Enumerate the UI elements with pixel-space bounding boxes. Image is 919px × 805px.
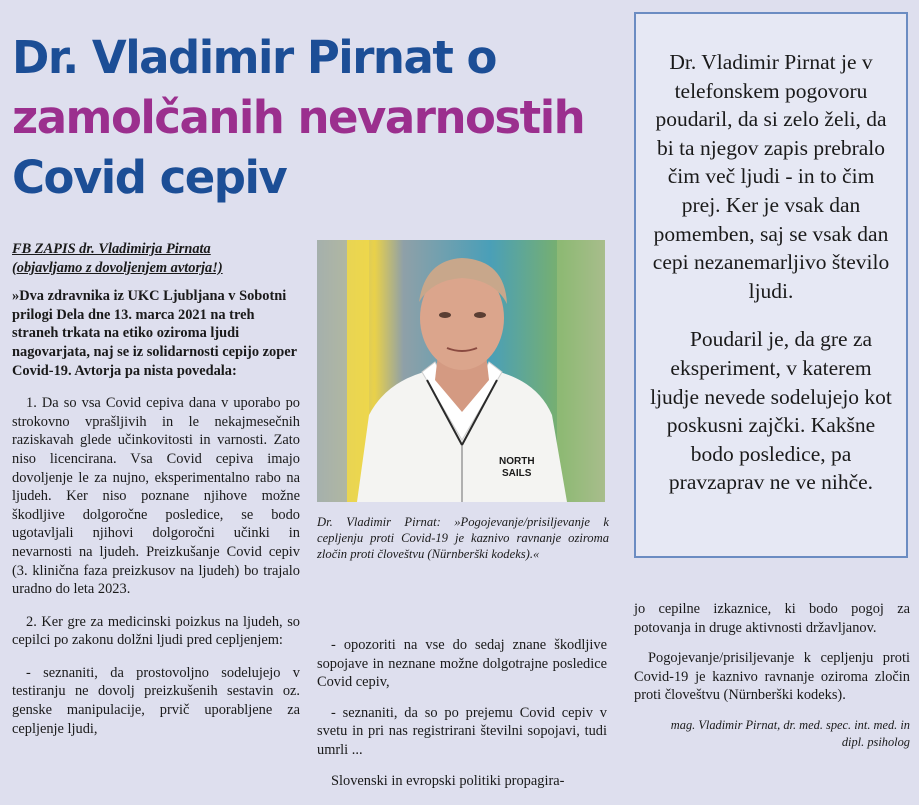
highlight-paragraph-1: Dr. Vladimir Pirnat je v telefonskem pogovoru poudaril, da si zelo želi, da bi ta njegov zapis prebralo čim več ljudi - in to čim prej. Ker je vsak dan pomemben, saj se vsak dan cepi nezanemarljivo število ljudi. <box>652 50 890 303</box>
column-1 <box>12 240 300 738</box>
warn-paragraph: - opozoriti na vse do sedaj znane škodljive sopojave in neznane možne dolgotrajne posledice Covid cepiv, <box>317 637 607 691</box>
continuation-paragraph: jo cepilne izkaznice, ki bodo pogoj za potovanja in druge aktivnosti državljanov. <box>634 601 910 636</box>
highlight-box <box>634 12 908 558</box>
portrait-photo <box>317 240 605 502</box>
title-line-3: Covid cepiv <box>12 151 287 204</box>
article-title <box>12 28 585 208</box>
conclusion-paragraph: Pogojevanje/prisiljevanje k cepljenju proti Covid-19 je kaznivo ravnanje oziroma zločin proti človeštvu (Nürnberški kodeks). <box>634 650 910 704</box>
inform-paragraph: - seznaniti, da prostovoljno sodelujejo v testiranju ne dovolj preizkušenih sestavin oz. genske manipulacije, prvič uporabljene za cepljenje ljudi, <box>12 664 300 737</box>
column-3 <box>634 600 910 751</box>
author-signature: mag. Vladimir Pirnat, dr. med. spec. int. med. in dipl. psiholog <box>670 717 910 749</box>
lead-paragraph: »Dva zdravnika iz UKC Ljubljana v Sobotni prilogi Dela dne 13. marca 2021 na treh straneh trkata na etiko oziroma ljudi nagovarjata, naj se iz solidarnosti cepijo zoper Covid-19. Avtorja pa nista povedala: <box>12 288 297 379</box>
politicians-paragraph: Slovenski in evropski politiki propagira- <box>331 772 565 789</box>
side-effects-paragraph: - seznaniti, da so po prejemu Covid cepiv v svetu in pri nas registrirani številni sopojavi, tudi umrli ... <box>317 704 607 758</box>
photo-caption: Dr. Vladimir Pirnat: »Pogojevanje/prisiljevanje k cepljenju proti Covid-19 je kaznivo ravnanje oziroma zločin proti človeštvu (Nürnberški kodeks).« <box>317 515 609 561</box>
source-line-1: FB ZAPIS dr. Vladimirja Pirnata <box>12 241 211 257</box>
highlight-paragraph-2: Poudaril je, da gre za eksperiment, v katerem ljudje nevede sodelujejo kot poskusni zajčki. Kakšne bodo posledice, pa pravzaprav ne ve nihče. <box>650 327 892 495</box>
jacket-logo-line-1: NORTH <box>499 456 535 467</box>
point-1-paragraph: 1. Da so vsa Covid cepiva dana v uporabo po strokovno vprašljivih in le nekajmesečnih raziskavah glede učinkovitosti in varnosti. Zato niso licencirana. Vsa Covid cepiva imajo dovoljenje le za nujno, eksperimentalno rabo na ljudeh. Ker niso poznane njihove možne škodljive dolgoročne posledice, se bodo ugotavljali njihovi dolgoročni učinki in nevarnosti na ljudeh. Preizkušanje Covid cepiv (3. klinična faza preizkusov na ljudeh) bo trajalo uradno do leta 2023. <box>12 395 300 598</box>
jacket-logo-line-2: SAILS <box>502 468 532 479</box>
point-2-paragraph: 2. Ker gre za medicinski poizkus na ljudeh, so cepilci po zakonu dolžni ljudi pred cepljenjem: <box>12 613 300 649</box>
title-line-2: zamolčanih nevarnostih <box>12 91 585 144</box>
source-line-2: (objavljamo z dovoljenjem avtorja!) <box>12 259 223 276</box>
column-2 <box>317 636 607 790</box>
title-line-1: Dr. Vladimir Pirnat o <box>12 31 496 84</box>
portrait-illustration <box>317 240 605 502</box>
